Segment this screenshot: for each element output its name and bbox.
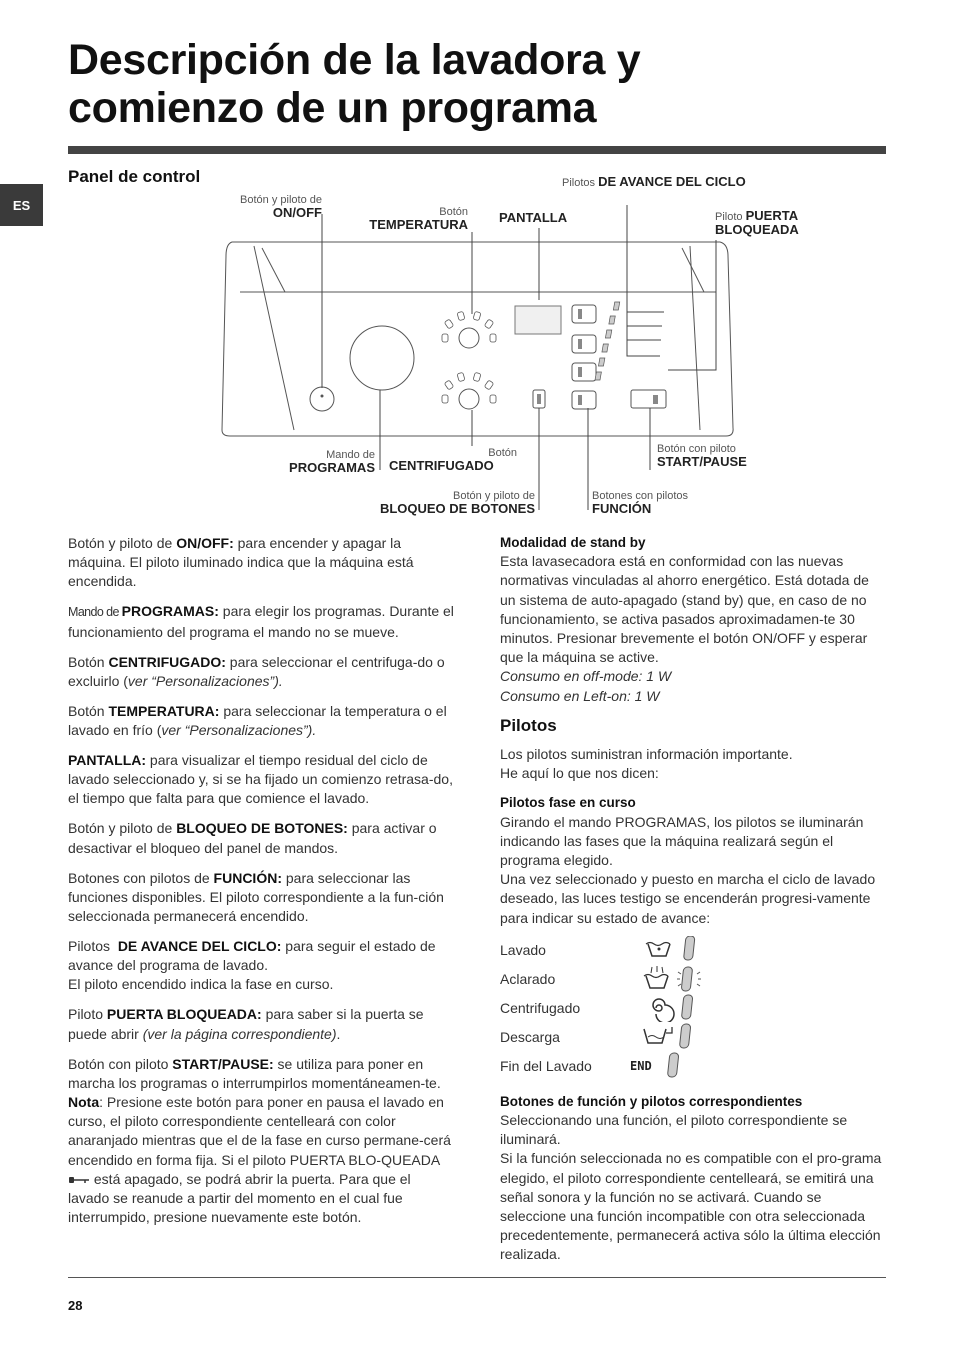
onoff-button xyxy=(310,387,334,411)
start-pause-button xyxy=(631,390,666,408)
label-start-pause: Botón con piloto START/PAUSE xyxy=(657,443,747,469)
desc-programs: Mando de PROGRAMAS: para elegir los programas. Durante el funcionamiento del programa el mando no se mueve. xyxy=(68,603,454,640)
desc-display: PANTALLA: para visualizar el tiempo residual del ciclo de lavado seleccionado y, si se ha fijado un comienzo retrasa-do, el tiempo que falta para que comience el lavado. xyxy=(68,752,453,807)
pilots-heading: Pilotos xyxy=(500,715,557,735)
label-spin: Botón CENTRIFUGADO xyxy=(389,447,517,473)
phase-row-drain: Descarga xyxy=(500,1023,886,1052)
label-progress-leds: Pilotos DE AVANCE DEL CICLO xyxy=(562,174,746,189)
function-button-4 xyxy=(572,391,596,409)
function-button-2 xyxy=(572,335,596,353)
label-button-lock: Botón y piloto de BLOQUEO DE BOTONES xyxy=(379,490,535,516)
drain-icon xyxy=(630,1023,700,1051)
phase-row-rinse: Aclarado xyxy=(500,965,886,994)
function-button-1 xyxy=(572,305,596,323)
section-title-panel: Panel de control xyxy=(68,167,201,186)
desc-onoff: Botón y piloto de ON/OFF: para encender y apagar la máquina. El piloto iluminado indica que la máquina está encendida. xyxy=(68,535,414,590)
left-column xyxy=(68,534,454,1238)
spin-icon xyxy=(630,994,700,1022)
label-temperature: Botón TEMPERATURA xyxy=(369,206,468,232)
language-tab: ES xyxy=(0,184,43,226)
phase-row-wash: Lavado xyxy=(500,936,886,965)
program-knob xyxy=(350,326,414,390)
phase-row-end: Fin del Lavado END xyxy=(500,1052,886,1081)
consumption-on: Consumo en Left-on: 1 W xyxy=(500,687,660,704)
label-door-lock: Piloto PUERTA BLOQUEADA xyxy=(715,208,799,237)
end-icon: END xyxy=(630,1058,652,1073)
function-heading: Botones de función y pilotos correspondientes xyxy=(500,1093,803,1109)
phase-row-spin: Centrifugado xyxy=(500,994,886,1023)
label-display: PANTALLA xyxy=(499,210,568,225)
desc-door-lock: Piloto PUERTA BLOQUEADA: para saber si la puerta se puede abrir (ver la página correspondiente). xyxy=(68,1006,424,1042)
phase-legend xyxy=(500,936,886,1084)
page-title: Descripción de la lavadora y comienzo de un programa xyxy=(68,36,641,132)
page-number: 28 xyxy=(68,1298,83,1313)
standby-heading: Modalidad de stand by xyxy=(500,535,646,550)
label-function-buttons: Botones con pilotos FUNCIÓN xyxy=(592,490,689,516)
desc-function: Botones con pilotos de FUNCIÓN: para seleccionar las funciones disponibles. El piloto correspondiente a la fun-ción seleccionada permanecerá encendido. xyxy=(68,869,444,925)
function-button-3 xyxy=(572,363,596,381)
desc-temperature: Botón TEMPERATURA: para seleccionar la temperatura o el lavado en frío (ver “Personalizaciones”). xyxy=(68,702,447,739)
standby-text: Esta lavasecadora está en conformidad con las nuevas normativas vinculadas al ahorro energético. Está dotada de un sistema de auto-apagado (stand by) que, en caso de no funcionamiento, se activa pasados aproximadamen-te 30 minutos. Presionar brevemente el botón ON/OFF y esperar que la máquina se active. xyxy=(500,553,869,666)
wash-icon xyxy=(630,936,700,964)
key-icon xyxy=(68,1175,90,1185)
temperature-knob xyxy=(459,328,479,348)
label-onoff: Botón y piloto de ON/OFF xyxy=(240,194,322,220)
end-led xyxy=(666,1052,686,1080)
note: Nota: Presione este botón para poner en pausa el lavado en curso, el piloto correspondiente centelleará con color anaranjado mientras que el de la fase en curso permane-cerá encendido en forma fija. Si el piloto PUERTA BLO-QUEADA está apagado, se podrá abrir la puerta. Para que el lavado se reanude a partir del momento en el cual fue interrumpido, presione nuevamente este botón. xyxy=(68,1094,451,1226)
footer-divider xyxy=(68,1277,886,1278)
consumption-off: Consumo en off-mode: 1 W xyxy=(500,668,672,685)
spin-knob xyxy=(459,389,479,409)
desc-button-lock: Botón y piloto de BLOQUEO DE BOTONES: para activar o desactivar el bloqueo del panel de mandos. xyxy=(68,820,437,856)
desc-start-pause: Botón con piloto START/PAUSE: se utiliza para poner en marcha los programas o interrumpirlos momentáneamen-te. xyxy=(68,1055,441,1091)
desc-progress: Pilotos DE AVANCE DEL CICLO: para seguir el estado de avance del programa de lavado. El piloto encendido indica la fase en curso. xyxy=(68,938,436,993)
phase-heading: Pilotos fase en curso xyxy=(500,795,636,811)
right-column: Modalidad de stand by Esta lavasecadora está en conformidad con las nuevas normativas vinculadas al ahorro energético. Está dotada de un sistema de auto-apagado (stand by) que, en caso de no funcionamiento, se activa pasados aproximadamen-te 30 minutos. Presionar brevemente el botón ON/OFF y esperar que la máquina se active. Consumo en off-mode: 1 W Consumo en Left-on: 1 W Pilotos Los pilotos suministran información importante. He aquí lo que nos dicen: Pilotos fase en curso Girando el mando PROGRAMAS, los pilotos se iluminarán indicando las fases que la máquina realizará según el programa elegido. Una vez seleccionado y puesto en marcha el ciclo de lavado deseado, las luces testigo se encenderán progresi-vamente para indicar su estado de avance: Lavado Aclarado Centrifugado Descarga Fin del Lavado END Botones de función y pilotos correspondientes Seleccionando una función, el piloto correspondiente se iluminará. Si la función seleccionada no es compatible con el pro-grama elegido, el piloto correspondiente centelleará, se emitirá una señal sonora y la función no se activará. Cuando se seleccione una función incompatible con otra seleccionada precedentemente, permanecerá activa sólo la última elección realizada. xyxy=(500,533,886,1265)
label-program-knob: Mando de PROGRAMAS xyxy=(289,449,375,475)
display-screen xyxy=(515,306,561,334)
rinse-icon xyxy=(630,964,710,994)
desc-spin: Botón CENTRIFUGADO: para seleccionar el centrifuga-do o excluirlo (ver “Personalizaciones”). xyxy=(68,653,445,689)
